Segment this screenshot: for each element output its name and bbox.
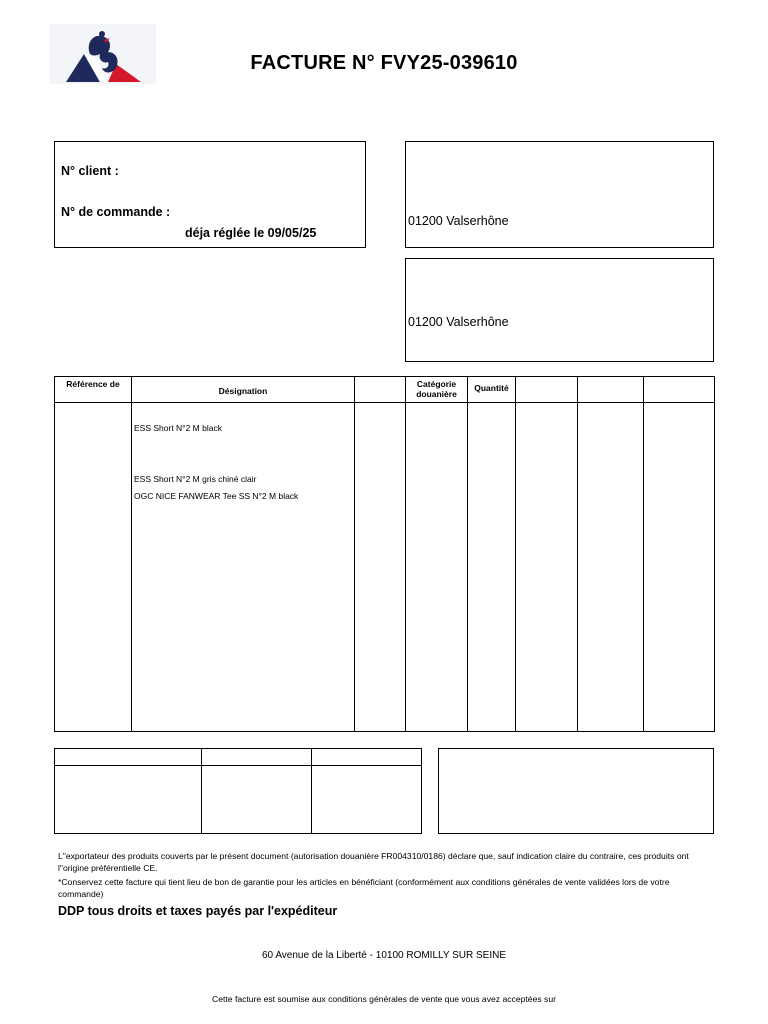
totals-header-cell (55, 749, 202, 766)
items-body-cell (55, 403, 132, 732)
warranty-notice: *Conservez cette facture qui tient lieu de bon de garantie pour les articles en bénéficiant (conformément aux conditions générales de vente validées lors de votre commande) (58, 877, 670, 899)
billing-city: 01200 Valserhône (408, 214, 509, 228)
header-reference: Référence de (55, 377, 132, 403)
payment-summary-box (438, 748, 714, 834)
items-body-cell (406, 403, 468, 732)
header-empty-4 (644, 377, 715, 403)
items-body-cell (644, 403, 715, 732)
totals-header-cell (202, 749, 312, 766)
exporter-declaration: L"exportateur des produits couverts par le présent document (autorisation douanière FR004310/0186) déclare que, sauf indication claire du contraire, ces produits ont l"origine préférentielle CE. (58, 851, 689, 873)
items-body-cell (355, 403, 406, 732)
client-info-box (54, 141, 366, 248)
items-body-cell (578, 403, 644, 732)
totals-value-cell (55, 766, 202, 834)
items-body-cell (516, 403, 578, 732)
client-number-label: N° client : (61, 164, 119, 178)
ddp-notice: DDP tous droits et taxes payés par l'expéditeur (58, 904, 338, 918)
item-designation: ESS Short N°2 M gris chiné clair (134, 474, 257, 484)
invoice-title: FACTURE N° FVY25-039610 (250, 52, 518, 74)
totals-value-cell (312, 766, 422, 834)
terms-notice: Cette facture est soumise aux conditions générales de vente que vous avez acceptées sur (212, 994, 556, 1004)
header-quantity: Quantité (468, 377, 516, 403)
shipping-city: 01200 Valserhône (408, 315, 509, 329)
items-body-cell (132, 403, 355, 732)
shipping-address-box (405, 258, 714, 362)
header-empty-2 (516, 377, 578, 403)
header-customs-category: Catégorie douanière (406, 377, 468, 403)
billing-address-box (405, 141, 714, 248)
totals-header-cell (312, 749, 422, 766)
company-address: 60 Avenue de la Liberté - 10100 ROMILLY SUR SEINE (261, 950, 507, 961)
items-body-cell (468, 403, 516, 732)
header-empty-1 (355, 377, 406, 403)
totals-value-cell (202, 766, 312, 834)
header-empty-3 (578, 377, 644, 403)
payment-status: déja réglée le 09/05/25 (185, 226, 317, 240)
totals-table (54, 748, 422, 834)
header-designation: Désignation (132, 377, 355, 403)
order-number-label: N° de commande : (61, 205, 171, 219)
item-designation: ESS Short N°2 M black (134, 423, 222, 433)
item-designation: OGC NICE FANWEAR Tee SS N°2 M black (134, 491, 299, 501)
